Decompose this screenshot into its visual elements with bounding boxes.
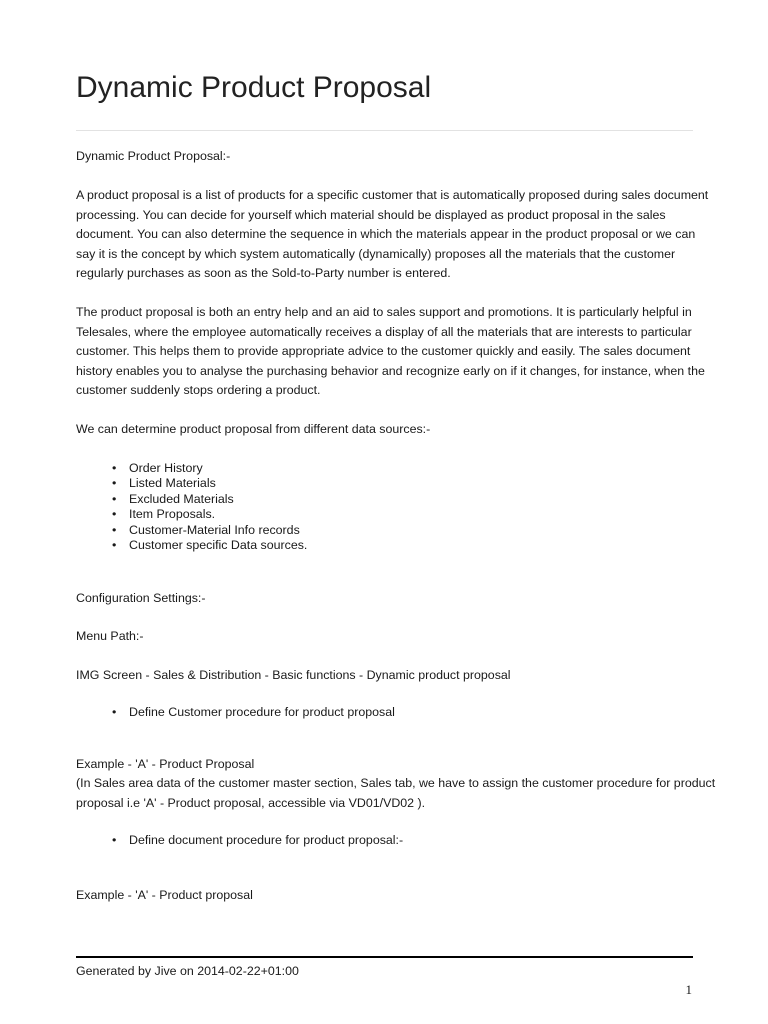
example-1-title: Example - 'A' - Product Proposal — [76, 756, 255, 771]
customer-procedure-list — [76, 705, 716, 721]
paragraph-usage: The product proposal is both an entry help and an aid to sales support and promotions. It is particularly helpful in Telesales, where the employee automatically receives a display of all the materials that are interests to particular customer. This helps them to provide appropriate advice to the customer quickly and easily. The sales document history enables you to analyse the purchasing behavior and recognize early on if it changes, for instance, when the customer suddenly stops ordering a product. — [76, 305, 705, 397]
example-2-title: Example - 'A' - Product proposal — [76, 887, 253, 902]
list-item: • Define Customer procedure for product proposal — [76, 705, 716, 721]
list-item: • Customer specific Data sources. — [76, 538, 716, 554]
list-item: • Excluded Materials — [76, 492, 716, 508]
list-item: • Item Proposals. — [76, 507, 716, 523]
intro-heading: Dynamic Product Proposal:- — [76, 149, 231, 163]
footer-divider — [76, 956, 693, 958]
list-item: • Define document procedure for product proposal:- — [76, 833, 716, 849]
page-title: Dynamic Product Proposal — [76, 71, 432, 104]
list-item: • Customer-Material Info records — [76, 523, 716, 539]
sources-intro: We can determine product proposal from different data sources:- — [76, 422, 431, 436]
img-path: IMG Screen - Sales & Distribution - Basic functions - Dynamic product proposal — [76, 667, 511, 682]
document-body — [76, 147, 716, 905]
document-procedure-list — [76, 833, 716, 849]
paragraph-definition: A product proposal is a list of products for a specific customer that is automatically proposed during sales document processing. You can decide for yourself which material should be displayed as product proposal in the sales document. You can also determine the sequence in which the materials appear in the product proposal or we can say it is the concept by which system automatically (dynamically) proposes all the materials that the customer regularly purchases as soon as the Sold-to-Party number is entered. — [76, 188, 709, 280]
footer-generated-text: Generated by Jive on 2014-02-22+01:00 — [76, 964, 299, 978]
title-divider — [76, 130, 693, 131]
config-heading: Configuration Settings:- — [76, 590, 206, 605]
data-sources-list — [76, 461, 716, 554]
list-item: • Listed Materials — [76, 476, 716, 492]
page-number: 1 — [685, 982, 692, 997]
menu-path-label: Menu Path:- — [76, 629, 144, 643]
example-1-note: (In Sales area data of the customer master section, Sales tab, we have to assign the customer procedure for product proposal i.e 'A' - Product proposal, accessible via VD01/VD02 ). — [76, 776, 716, 810]
list-item: • Order History — [76, 461, 716, 477]
